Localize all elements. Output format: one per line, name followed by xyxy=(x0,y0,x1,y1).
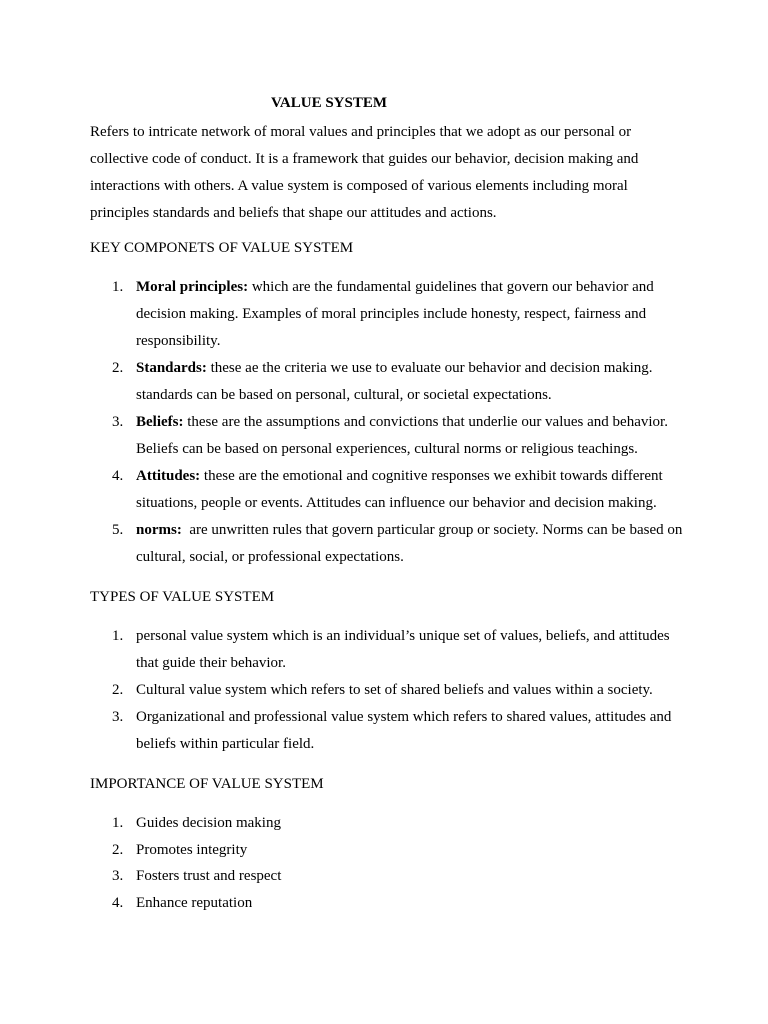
list-item xyxy=(90,409,690,463)
list-text: Cultural value system which refers to set of shared beliefs and values within a society. xyxy=(136,682,653,698)
list-term: Moral principles: xyxy=(136,279,249,295)
list-text: these are the emotional and cognitive responses we exhibit towards different situations, people or events. Attitudes can influence our behavior and decision making. xyxy=(136,468,663,511)
list-term: Standards: xyxy=(136,360,207,376)
list-item xyxy=(90,623,690,677)
types-list xyxy=(90,623,690,758)
document-title: VALUE SYSTEM xyxy=(271,95,388,111)
list-number: 2. xyxy=(112,841,124,858)
list-number: 3. xyxy=(112,414,124,430)
list-text: these are the assumptions and convictions that underlie our values and behavior. Beliefs can be based on personal experiences, cultural norms or religious teachings. xyxy=(136,414,668,457)
list-number: 5. xyxy=(112,522,124,538)
list-text: personal value system which is an individual’s unique set of values, beliefs, and attitudes that guide their behavior. xyxy=(136,628,670,671)
list-item xyxy=(90,517,690,571)
list-number: 3. xyxy=(112,868,124,884)
list-number: 4. xyxy=(112,894,124,911)
list-number: 2. xyxy=(112,360,124,376)
key-components-list xyxy=(90,274,690,571)
list-text: Guides decision making xyxy=(136,815,281,831)
list-text: Fosters trust and respect xyxy=(136,868,282,884)
section-heading-types: TYPES OF VALUE SYSTEM xyxy=(90,589,275,605)
list-number: 1. xyxy=(112,815,124,831)
list-item xyxy=(90,837,690,864)
list-number: 4. xyxy=(112,468,124,484)
document-page xyxy=(90,92,690,931)
list-item xyxy=(90,274,690,355)
section-heading-importance: IMPORTANCE OF VALUE SYSTEM xyxy=(90,776,324,792)
list-term: Attitudes: xyxy=(136,468,201,484)
list-text: these ae the criteria we use to evaluate our behavior and decision making. standards can be based on personal, cultural, or societal expectations. xyxy=(136,360,653,403)
list-number: 1. xyxy=(112,628,124,644)
list-number: 3. xyxy=(112,709,124,725)
list-item xyxy=(90,463,690,517)
list-number: 1. xyxy=(112,279,124,295)
list-item xyxy=(90,890,690,917)
list-item xyxy=(90,677,690,704)
list-item xyxy=(90,810,690,837)
list-term: Beliefs: xyxy=(136,414,184,430)
list-item xyxy=(90,863,690,890)
list-text: which are the fundamental guidelines that govern our behavior and decision making. Examples of moral principles include honesty, respect, fairness and responsibility. xyxy=(136,279,654,349)
list-text: Promotes integrity xyxy=(136,841,248,858)
intro-paragraph: Refers to intricate network of moral values and principles that we adopt as our personal or collective code of conduct. It is a framework that guides our behavior, decision making and interactions with others. A value system is composed of various elements including moral principles standards and beliefs that shape our attitudes and actions. xyxy=(90,124,639,221)
list-term: norms: xyxy=(136,522,182,538)
list-text: are unwritten rules that govern particular group or society. Norms can be based on cultural, social, or professional expectations. xyxy=(136,522,687,565)
importance-list xyxy=(90,810,690,916)
list-item xyxy=(90,704,690,758)
section-heading-key-components: KEY COMPONETS OF VALUE SYSTEM xyxy=(90,240,354,256)
list-text: Enhance reputation xyxy=(136,894,253,911)
list-text: Organizational and professional value system which refers to shared values, attitudes and beliefs within particular field. xyxy=(136,709,672,752)
list-item xyxy=(90,355,690,409)
list-number: 2. xyxy=(112,682,124,698)
